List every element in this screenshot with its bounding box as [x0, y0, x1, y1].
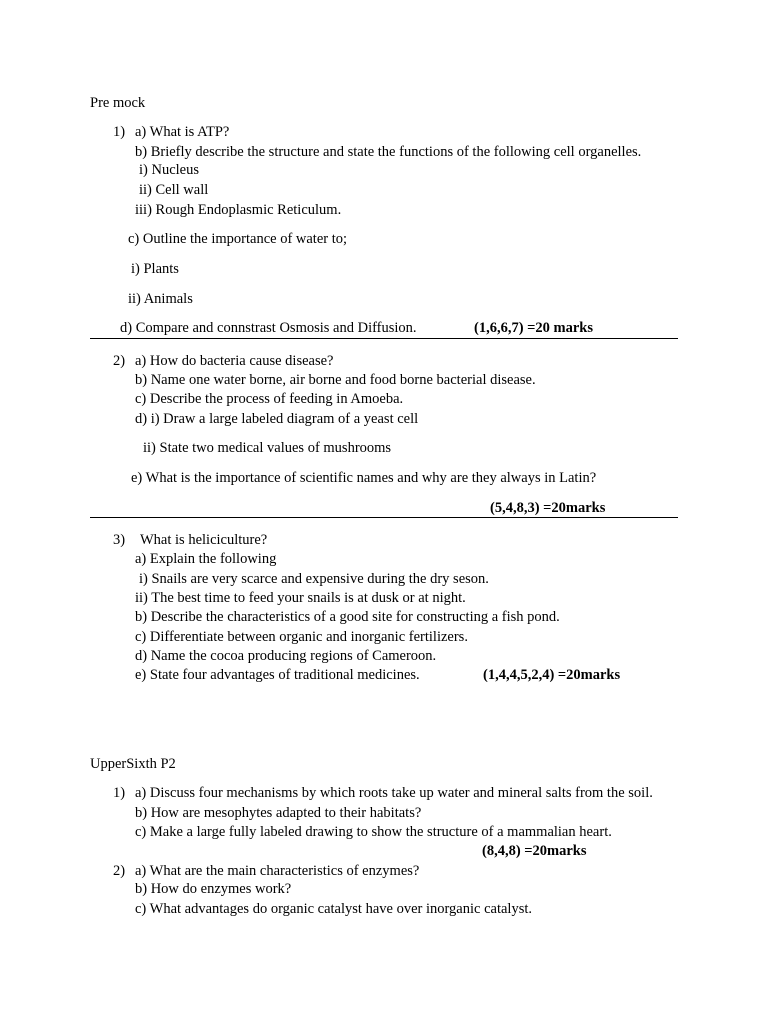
question-number: 2) — [113, 353, 126, 369]
question-part: a) Discuss four mechanisms by which roots take up water and mineral salts from the soil. — [135, 785, 653, 801]
question-subpart: ii) State two medical values of mushrooms — [143, 440, 392, 456]
question-subpart: i) Nucleus — [139, 162, 199, 178]
question-part: e) State four advantages of traditional medicines. — [135, 667, 420, 683]
question-subpart: ii) Animals — [128, 291, 193, 307]
marks-allocation: (5,4,8,3) =20marks — [490, 500, 606, 516]
question-part: d) i) Draw a large labeled diagram of a yeast cell — [135, 411, 419, 427]
section-divider — [90, 517, 678, 518]
question-part: a) How do bacteria cause disease? — [135, 353, 334, 369]
question-part: a) What are the main characteristics of enzymes? — [135, 863, 420, 879]
question-part: e) What is the importance of scientific names and why are they always in Latin? — [131, 470, 597, 486]
question-subpart: ii) The best time to feed your snails is at dusk or at night. — [135, 590, 466, 606]
question-number: 3) — [113, 532, 126, 548]
question-subpart: i) Plants — [131, 261, 179, 277]
question-part: b) Name one water borne, air borne and food borne bacterial disease. — [135, 372, 536, 388]
question-part: c) Differentiate between organic and inorganic fertilizers. — [135, 629, 468, 645]
question-part: a) What is ATP? — [135, 124, 230, 140]
question-part: c) Describe the process of feeding in Amoeba. — [135, 391, 404, 407]
marks-allocation: (1,4,4,5,2,4) =20marks — [483, 667, 621, 683]
question-part: b) How do enzymes work? — [135, 881, 292, 897]
question-part: b) Describe the characteristics of a good site for constructing a fish pond. — [135, 609, 560, 625]
question-part: a) Explain the following — [135, 551, 277, 567]
section-heading-premock: Pre mock — [90, 95, 146, 111]
question-subpart: i) Snails are very scarce and expensive during the dry seson. — [139, 571, 489, 587]
question-subpart: ii) Cell wall — [139, 182, 209, 198]
question-part: c) Outline the importance of water to; — [128, 231, 348, 247]
section-divider — [90, 338, 678, 339]
question-stem: What is heliciculture? — [140, 532, 268, 548]
question-number: 1) — [113, 124, 126, 140]
question-part: b) How are mesophytes adapted to their habitats? — [135, 805, 422, 821]
marks-allocation: (8,4,8) =20marks — [482, 843, 587, 859]
question-subpart: iii) Rough Endoplasmic Reticulum. — [135, 202, 342, 218]
section-heading-uppersixth: UpperSixth P2 — [90, 756, 176, 772]
question-number: 2) — [113, 863, 126, 879]
question-part: d) Name the cocoa producing regions of Cameroon. — [135, 648, 437, 664]
marks-allocation: (1,6,6,7) =20 marks — [474, 320, 594, 336]
question-part: c) Make a large fully labeled drawing to show the structure of a mammalian heart. — [135, 824, 612, 840]
question-number: 1) — [113, 785, 126, 801]
question-part: b) Briefly describe the structure and state the functions of the following cell organelles. — [135, 144, 642, 160]
question-part: d) Compare and connstrast Osmosis and Diffusion. — [120, 320, 417, 336]
question-part: c) What advantages do organic catalyst have over inorganic catalyst. — [135, 901, 532, 917]
